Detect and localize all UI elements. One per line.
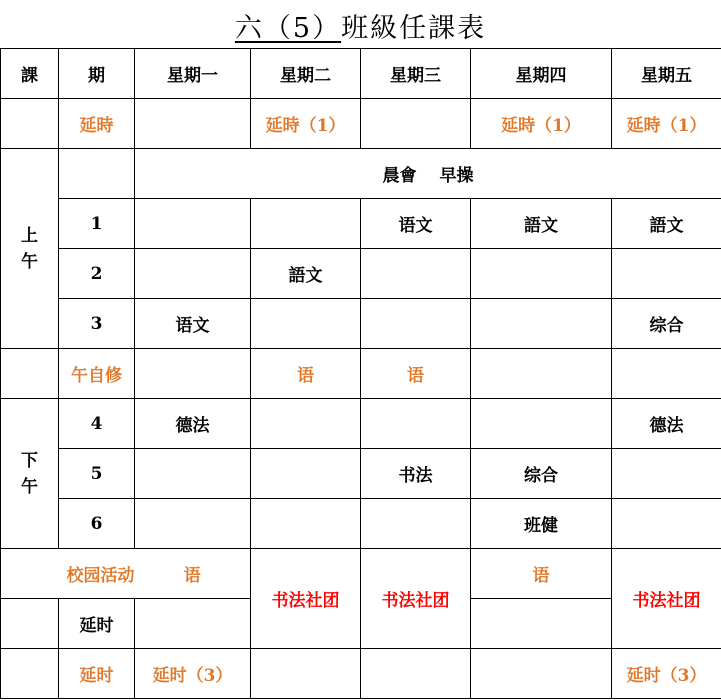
empty-cell (1, 349, 59, 399)
period-number: 3 (59, 299, 135, 349)
wed-cell: 语文 (361, 199, 471, 249)
title-class-number: 六（5） (234, 13, 342, 44)
header-period: 期 (59, 49, 135, 99)
fri-cell (612, 499, 721, 549)
tue-cell: 语 (251, 349, 361, 399)
tue-club-cell: 书法社团 (251, 549, 361, 649)
header-day-thu: 星期四 (471, 49, 612, 99)
wed-club-cell: 书法社团 (361, 549, 471, 649)
period-4-row (1, 399, 721, 449)
yanshi-top-row (1, 99, 721, 149)
mon-cell: 语文 (135, 299, 251, 349)
thu-cell (471, 299, 612, 349)
thu-cell: 延時（1） (471, 99, 612, 149)
thu-cell: 語文 (471, 199, 612, 249)
mon-cell (135, 249, 251, 299)
tue-cell (251, 649, 361, 699)
tue-cell (251, 299, 361, 349)
empty-cell (1, 649, 59, 699)
header-day-mon: 星期一 (135, 49, 251, 99)
campus-activity-row (1, 549, 721, 599)
yanshi-bottom-row (1, 649, 721, 699)
thu-cell (471, 249, 612, 299)
tue-cell (251, 199, 361, 249)
period-1-row (1, 199, 721, 249)
period-number: 5 (59, 449, 135, 499)
empty-cell (1, 99, 59, 149)
morning-meeting-cell: 晨會 早操 (135, 149, 721, 199)
morning-label-text: 上午 (21, 225, 38, 272)
fri-cell (612, 449, 721, 499)
empty-cell (1, 599, 59, 649)
fri-club-cell: 书法社团 (612, 549, 721, 649)
mon-cell (135, 499, 251, 549)
mon-cell: 延时（3） (135, 649, 251, 699)
wed-cell (361, 399, 471, 449)
wed-cell (361, 499, 471, 549)
period-2-row (1, 249, 721, 299)
thu-cell (471, 349, 612, 399)
mon-cell: 语 (135, 549, 251, 599)
header-course: 課 (1, 49, 59, 99)
wed-cell: 书法 (361, 449, 471, 499)
afternoon-label-text: 下午 (21, 450, 38, 497)
period-6-row (1, 499, 721, 549)
mon-cell (135, 449, 251, 499)
thu-cell: 语 (471, 549, 612, 599)
wed-cell: 语 (361, 349, 471, 399)
period-3-row (1, 299, 721, 349)
period-number: 6 (59, 499, 135, 549)
period-5-row (1, 449, 721, 499)
wed-cell (361, 299, 471, 349)
title-text: 班級任課表 (341, 13, 487, 44)
morning-meeting-row (1, 149, 721, 199)
schedule-table (0, 48, 721, 699)
thu-cell: 综合 (471, 449, 612, 499)
thu-cell (471, 649, 612, 699)
afternoon-label (1, 399, 59, 549)
thu-cell (471, 599, 612, 649)
period-number: 2 (59, 249, 135, 299)
fri-cell: 综合 (612, 299, 721, 349)
fri-cell (612, 249, 721, 299)
mon-cell (135, 199, 251, 249)
period-number: 1 (59, 199, 135, 249)
page-title (235, 6, 486, 45)
yanshi-bottom-label: 延时 (59, 649, 135, 699)
fri-cell: 延時（1） (612, 99, 721, 149)
mon-cell (135, 99, 251, 149)
yanshi-label: 延時 (59, 99, 135, 149)
wed-cell (361, 99, 471, 149)
tue-cell (251, 399, 361, 449)
fri-cell (612, 349, 721, 399)
campus-activity-label: 校园活动 (1, 549, 135, 599)
period-number: 4 (59, 399, 135, 449)
tue-cell (251, 499, 361, 549)
header-day-tue: 星期二 (251, 49, 361, 99)
tue-cell: 語文 (251, 249, 361, 299)
morning-label (1, 149, 59, 349)
header-day-fri: 星期五 (612, 49, 721, 99)
fri-cell: 德法 (612, 399, 721, 449)
empty-cell (59, 149, 135, 199)
mon-cell (135, 349, 251, 399)
noon-study-row (1, 349, 721, 399)
header-row (1, 49, 721, 99)
noon-study-label: 午自修 (59, 349, 135, 399)
title-bar (0, 0, 721, 48)
fri-cell: 語文 (612, 199, 721, 249)
wed-cell (361, 249, 471, 299)
mon-cell: 德法 (135, 399, 251, 449)
thu-cell (471, 399, 612, 449)
mon-cell (135, 599, 251, 649)
tue-cell (251, 449, 361, 499)
header-day-wed: 星期三 (361, 49, 471, 99)
thu-cell: 班健 (471, 499, 612, 549)
tue-cell: 延時（1） (251, 99, 361, 149)
fri-cell: 延时（3） (612, 649, 721, 699)
wed-cell (361, 649, 471, 699)
yanshi-mid-label: 延时 (59, 599, 135, 649)
